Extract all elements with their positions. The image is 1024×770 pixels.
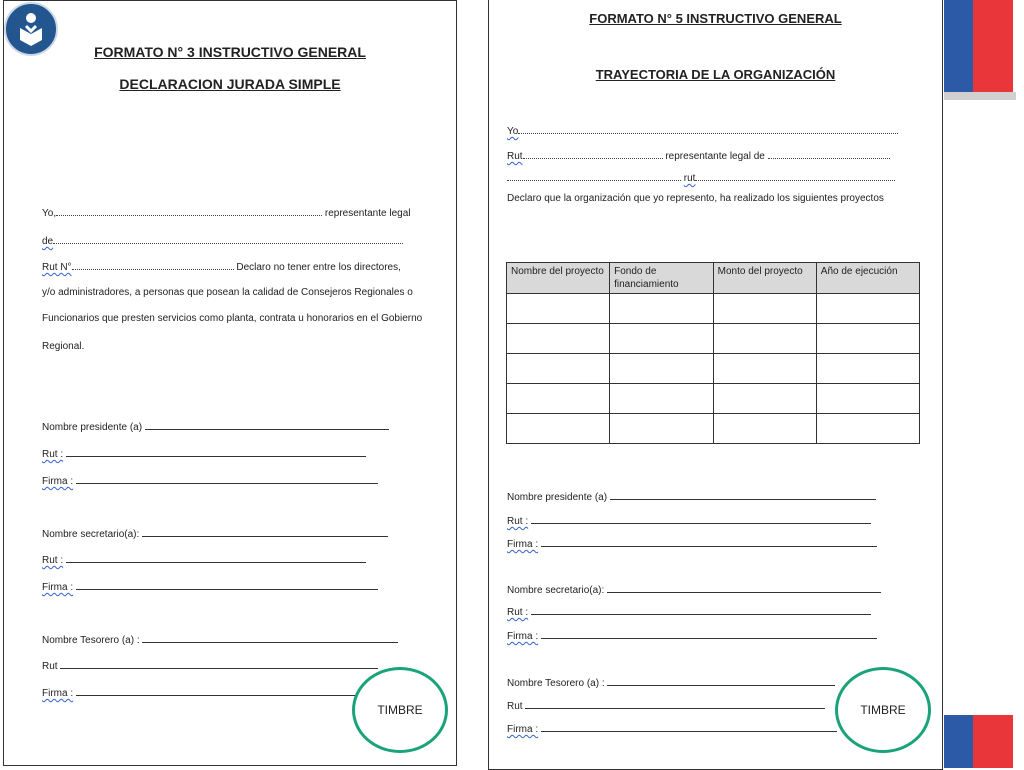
table-cell <box>610 384 714 414</box>
table-row <box>507 324 920 354</box>
left-de-line <box>42 234 403 247</box>
right-firma1-line <box>507 536 877 550</box>
firma3-label: Firma : <box>42 688 74 699</box>
table-cell <box>816 414 919 444</box>
right-timbre-stamp: TIMBRE <box>835 667 931 753</box>
rut-suffix: Declaro no tener entre los directores, <box>236 262 401 273</box>
left-rut3-line <box>42 658 378 672</box>
right-rut-line <box>507 149 890 162</box>
flag-blue-bottom <box>944 715 973 768</box>
right-rut1-line <box>507 513 871 527</box>
col-fondo: Fondo de financiamiento <box>610 263 714 294</box>
right-rut1-label: Rut : <box>507 516 529 527</box>
right-secretario-label: Nombre secretario(a): <box>507 585 605 596</box>
projects-table <box>506 262 920 444</box>
table-cell <box>816 324 919 354</box>
table-cell <box>713 354 816 384</box>
left-timbre-stamp: TIMBRE <box>352 667 448 753</box>
right-firma2-label: Firma : <box>507 631 539 642</box>
left-firma3-line <box>42 685 356 699</box>
table-cell <box>816 294 919 324</box>
tesorero-label: Nombre Tesorero (a) : <box>42 635 140 646</box>
yo-suffix: representante legal <box>324 208 411 219</box>
col-monto: Monto del proyecto <box>713 263 816 294</box>
table-cell <box>610 414 714 444</box>
table-cell <box>610 354 714 384</box>
flag-divider-top <box>944 92 1016 100</box>
right-tesorero-line <box>507 675 835 689</box>
right-rut-label: Rut <box>507 151 523 162</box>
left-tesorero-line <box>42 632 398 646</box>
table-cell <box>816 384 919 414</box>
table-cell <box>713 414 816 444</box>
presidente-label: Nombre presidente (a) <box>42 422 143 433</box>
left-para-4: Regional. <box>42 341 85 352</box>
right-firma1-label: Firma : <box>507 539 539 550</box>
table-cell <box>713 384 816 414</box>
left-firma1-line <box>42 473 378 487</box>
left-title: FORMATO N° 3 INSTRUCTIVO GENERAL <box>94 44 366 60</box>
rut3-label: Rut <box>42 661 58 672</box>
right-presidente-label: Nombre presidente (a) <box>507 492 608 503</box>
right-title: FORMATO N° 5 INSTRUCTIVO GENERAL <box>589 11 842 26</box>
table-row <box>507 354 920 384</box>
table-cell <box>507 324 610 354</box>
right-rut2-line <box>507 604 871 618</box>
table-cell <box>507 384 610 414</box>
right-yo-line <box>507 124 898 137</box>
left-para-3: Funcionarios que presten servicios como planta, contrata u honorarios en el Gobierno <box>42 313 423 324</box>
right-firma3-line <box>507 721 837 735</box>
col-anio: Año de ejecución <box>816 263 919 294</box>
table-cell <box>713 294 816 324</box>
right-tesorero-label: Nombre Tesorero (a) : <box>507 678 605 689</box>
right-firma2-line <box>507 628 877 642</box>
left-para-2: y/o administradores, a personas que posean la calidad de Consejeros Regionales o <box>42 287 413 298</box>
right-rep-legal: representante legal de <box>665 151 765 162</box>
table-cell <box>713 324 816 354</box>
left-firma2-line <box>42 579 378 593</box>
flag-red-bottom <box>973 715 1013 768</box>
right-presidente-line <box>507 489 876 503</box>
table-cell <box>610 324 714 354</box>
left-secretario-line <box>42 526 388 540</box>
left-yo-line <box>42 206 411 219</box>
right-rut-inline-line <box>507 171 895 184</box>
rut-label: Rut N° <box>42 262 72 273</box>
table-row <box>507 414 920 444</box>
right-rut-inline: rut <box>683 173 696 184</box>
left-rut-line <box>42 260 401 273</box>
right-rut3-line <box>507 698 825 712</box>
table-cell <box>507 354 610 384</box>
right-firma3-label: Firma : <box>507 724 539 735</box>
flag-red-top <box>973 0 1013 92</box>
rut2-label: Rut : <box>42 555 64 566</box>
rut1-label: Rut : <box>42 449 64 460</box>
formato-3-page <box>3 0 457 766</box>
firma2-label: Firma : <box>42 582 74 593</box>
left-subtitle: DECLARACION JURADA SIMPLE <box>119 76 341 92</box>
table-cell <box>507 414 610 444</box>
col-nombre-proyecto: Nombre del proyecto <box>507 263 610 294</box>
left-rut1-line <box>42 446 366 460</box>
de-label: de <box>42 236 54 247</box>
right-rut2-label: Rut : <box>507 607 529 618</box>
firma1-label: Firma : <box>42 476 74 487</box>
table-row <box>507 384 920 414</box>
right-yo-label: Yo <box>507 126 519 137</box>
flag-blue-top <box>944 0 973 92</box>
right-subtitle: TRAYECTORIA DE LA ORGANIZACIÓN <box>595 67 836 82</box>
right-rut3-label: Rut <box>507 701 523 712</box>
table-row <box>507 294 920 324</box>
table-cell <box>507 294 610 324</box>
left-presidente-line <box>42 419 389 433</box>
right-declaro: Declaro que la organización que yo represento, ha realizado los siguientes proyectos <box>507 193 884 204</box>
secretario-label: Nombre secretario(a): <box>42 529 140 540</box>
left-rut2-line <box>42 552 366 566</box>
table-cell <box>610 294 714 324</box>
yo-label: Yo, <box>42 208 57 219</box>
table-cell <box>816 354 919 384</box>
right-secretario-line <box>507 582 881 596</box>
